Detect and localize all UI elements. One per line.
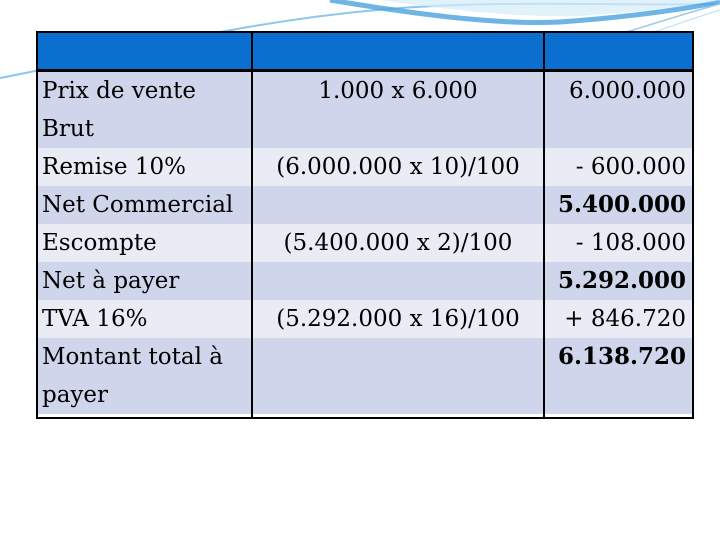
row-result-subtotal: 5.400.000 — [545, 186, 692, 224]
row-label: Remise 10% — [38, 148, 251, 186]
row-result: - 108.000 — [545, 224, 692, 262]
row-calculation — [253, 338, 543, 414]
calculation-column — [252, 71, 544, 419]
header-cell — [544, 32, 693, 71]
row-calculation: (5.400.000 x 2)/100 — [253, 224, 543, 262]
label-column — [37, 71, 252, 419]
row-label: TVA 16% — [38, 300, 251, 338]
row-calculation: 1.000 x 6.000 — [253, 72, 543, 148]
table-body-row — [37, 71, 693, 419]
table-header-row — [37, 32, 693, 71]
row-result-subtotal: 5.292.000 — [545, 262, 692, 300]
row-result-total: 6.138.720 — [545, 338, 692, 414]
row-result: - 600.000 — [545, 148, 692, 186]
row-result: 6.000.000 — [545, 72, 692, 148]
result-column — [544, 71, 693, 419]
header-cell — [37, 32, 252, 71]
row-label: Net Commercial — [38, 186, 251, 224]
row-label: Prix de vente Brut — [38, 72, 251, 148]
row-calculation — [253, 262, 543, 300]
header-cell — [252, 32, 544, 71]
invoice-calculation-table — [36, 31, 694, 419]
row-label: Escompte — [38, 224, 251, 262]
row-calculation — [253, 186, 543, 224]
row-calculation: (5.292.000 x 16)/100 — [253, 300, 543, 338]
row-label: Montant total à payer — [38, 338, 251, 414]
row-calculation: (6.000.000 x 10)/100 — [253, 148, 543, 186]
row-result: + 846.720 — [545, 300, 692, 338]
row-label: Net à payer — [38, 262, 251, 300]
